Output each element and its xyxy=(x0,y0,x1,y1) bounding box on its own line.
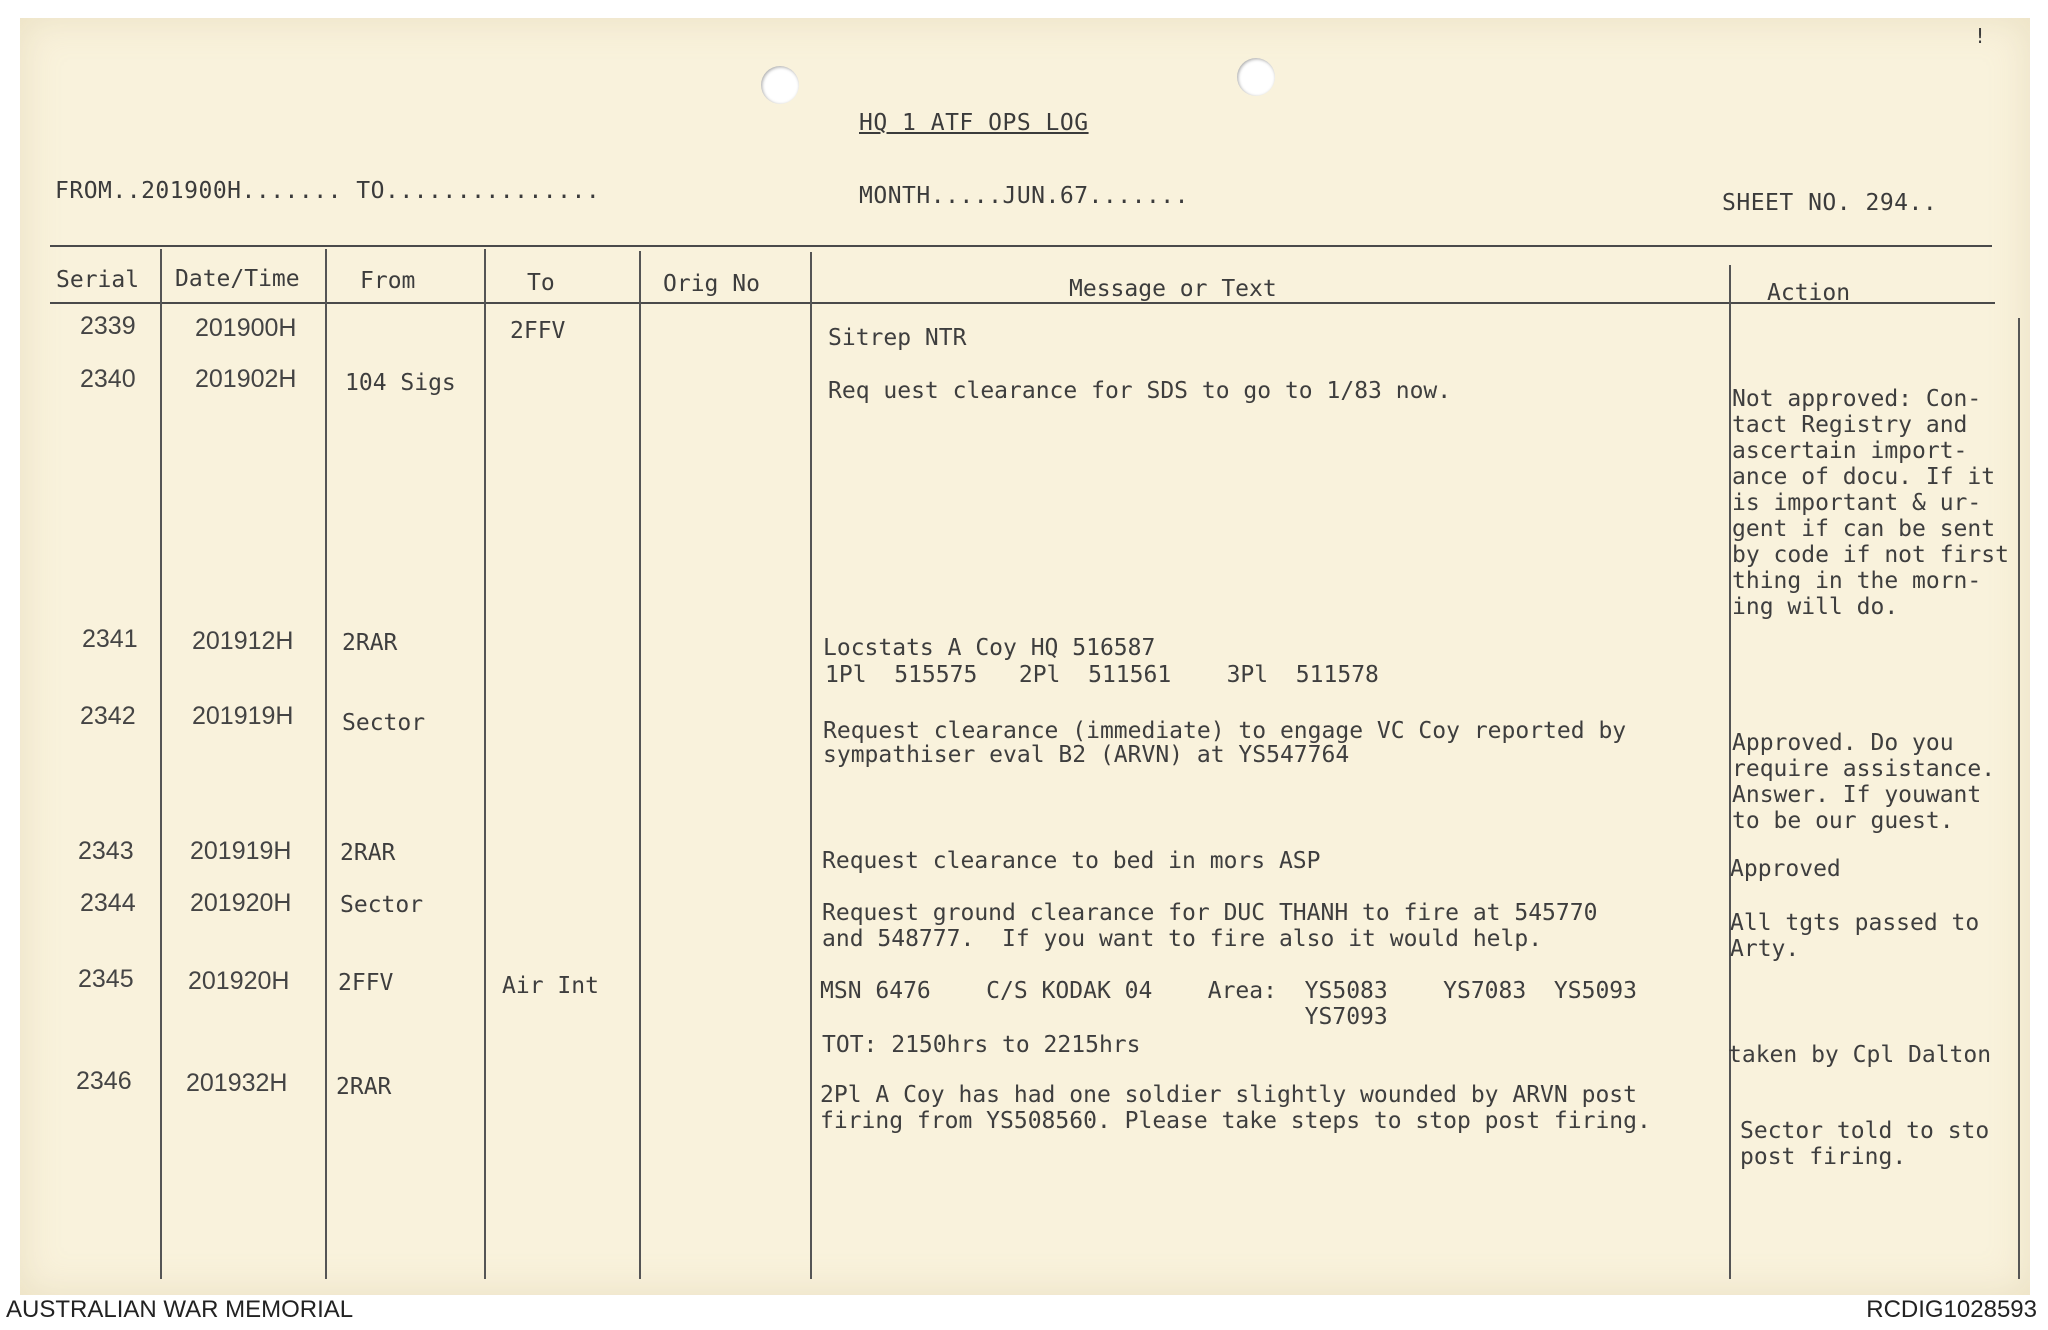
action-line: Arty. xyxy=(1730,936,1800,962)
table-top-rule xyxy=(50,245,1992,247)
to-cell: Air Int xyxy=(502,973,599,999)
message-line: and 548777. If you want to fire also it would help. xyxy=(822,926,1543,952)
action-line: ing will do. xyxy=(1732,594,1899,620)
action-line: Not approved: Con- xyxy=(1732,386,1982,412)
from-cell: Sector xyxy=(340,892,424,918)
punch-hole-left xyxy=(761,66,799,104)
header-action: Action xyxy=(1767,280,1851,306)
datetime-cell: 201900H xyxy=(195,314,297,342)
header-to: To xyxy=(527,270,555,296)
serial-cell: 2343 xyxy=(78,837,134,865)
from-cell: Sector xyxy=(342,710,426,736)
serial-cell: 2339 xyxy=(80,312,136,340)
header-orig-no: Orig No xyxy=(663,271,760,297)
action-line: tact Registry and xyxy=(1732,412,1968,438)
col-divider-4 xyxy=(639,251,641,1279)
punch-hole-right xyxy=(1237,58,1275,96)
col-divider-6 xyxy=(1729,265,1731,1279)
action-line: post firing. xyxy=(1740,1144,1907,1170)
from-cell: 2RAR xyxy=(340,840,396,866)
right-edge-line xyxy=(2018,318,2020,1279)
datetime-cell: 201902H xyxy=(195,365,297,393)
from-cell: 2RAR xyxy=(336,1074,392,1100)
action-line: by code if not first xyxy=(1732,542,2009,568)
action-line: gent if can be sent xyxy=(1732,516,1996,542)
action-line: to be our guest. xyxy=(1732,808,1954,834)
corner-mark: ! xyxy=(1974,24,1987,48)
message-line: sympathiser eval B2 (ARVN) at YS547764 xyxy=(823,742,1350,768)
from-cell: 104 Sigs xyxy=(345,370,456,396)
message-line: Request clearance to bed in mors ASP xyxy=(822,848,1321,874)
action-line: require assistance. xyxy=(1732,756,1996,782)
message-line: Req uest clearance for SDS to go to 1/83 now. xyxy=(828,378,1452,404)
header-message: Message or Text xyxy=(1069,276,1277,302)
message-line: Request ground clearance for DUC THANH to fire at 545770 xyxy=(822,900,1598,926)
col-divider-5 xyxy=(810,252,812,1279)
datetime-cell: 201919H xyxy=(192,702,294,730)
message-line: YS7093 xyxy=(820,1004,1388,1030)
serial-cell: 2340 xyxy=(80,365,136,393)
sheet-number: SHEET NO. 294.. xyxy=(1722,190,1938,216)
message-line: Sitrep NTR xyxy=(828,325,967,351)
action-line: Answer. If youwant xyxy=(1732,782,1982,808)
document-id: RCDIG1028593 xyxy=(1866,1296,2037,1323)
month-line: MONTH.....JUN.67....... xyxy=(859,183,1189,209)
action-line: taken by Cpl Dalton xyxy=(1728,1042,1992,1068)
message-line: TOT: 2150hrs to 2215hrs xyxy=(822,1032,1141,1058)
log-sheet xyxy=(20,18,2030,1295)
datetime-cell: 201920H xyxy=(188,967,290,995)
log-title: HQ 1 ATF OPS LOG xyxy=(859,110,1089,136)
datetime-cell: 201912H xyxy=(192,627,294,655)
header-datetime: Date/Time xyxy=(175,266,300,292)
action-line: Sector told to sto xyxy=(1740,1118,1990,1144)
serial-cell: 2341 xyxy=(82,625,138,653)
message-line: MSN 6476 C/S KODAK 04 Area: YS5083 YS7083 YS5093 xyxy=(820,978,1637,1004)
action-line: Approved. Do you xyxy=(1732,730,1954,756)
col-divider-1 xyxy=(160,249,162,1279)
datetime-cell: 201920H xyxy=(190,889,292,917)
action-line: ance of docu. If it xyxy=(1732,464,1996,490)
col-divider-3 xyxy=(484,249,486,1279)
to-cell: 2FFV xyxy=(510,318,566,344)
datetime-cell: 201919H xyxy=(190,837,292,865)
message-line: firing from YS508560. Please take steps to stop post firing. xyxy=(820,1108,1651,1134)
from-to-line: FROM..201900H....... TO............... xyxy=(55,178,601,204)
datetime-cell: 201932H xyxy=(186,1069,288,1097)
serial-cell: 2345 xyxy=(78,965,134,993)
col-divider-2 xyxy=(325,249,327,1279)
action-line: thing in the morn- xyxy=(1732,568,1982,594)
action-line: ascertain import- xyxy=(1732,438,1968,464)
serial-cell: 2346 xyxy=(76,1067,132,1095)
message-line: 2Pl A Coy has had one soldier slightly wounded by ARVN post xyxy=(820,1082,1637,1108)
message-line: 1Pl 515575 2Pl 511561 3Pl 511578 xyxy=(825,662,1379,688)
serial-cell: 2342 xyxy=(80,702,136,730)
action-line: All tgts passed to xyxy=(1730,910,1980,936)
header-from: From xyxy=(360,268,416,294)
message-line: Request clearance (immediate) to engage VC Coy reported by xyxy=(823,718,1627,744)
serial-cell: 2344 xyxy=(80,889,136,917)
from-cell: 2FFV xyxy=(338,970,394,996)
action-line: Approved xyxy=(1730,856,1841,882)
action-line: is important & ur- xyxy=(1732,490,1982,516)
institution-label: AUSTRALIAN WAR MEMORIAL xyxy=(6,1296,354,1323)
header-bottom-rule xyxy=(50,302,1995,304)
from-cell: 2RAR xyxy=(342,630,398,656)
header-serial: Serial xyxy=(56,267,140,293)
message-line: Locstats A Coy HQ 516587 xyxy=(823,635,1156,661)
